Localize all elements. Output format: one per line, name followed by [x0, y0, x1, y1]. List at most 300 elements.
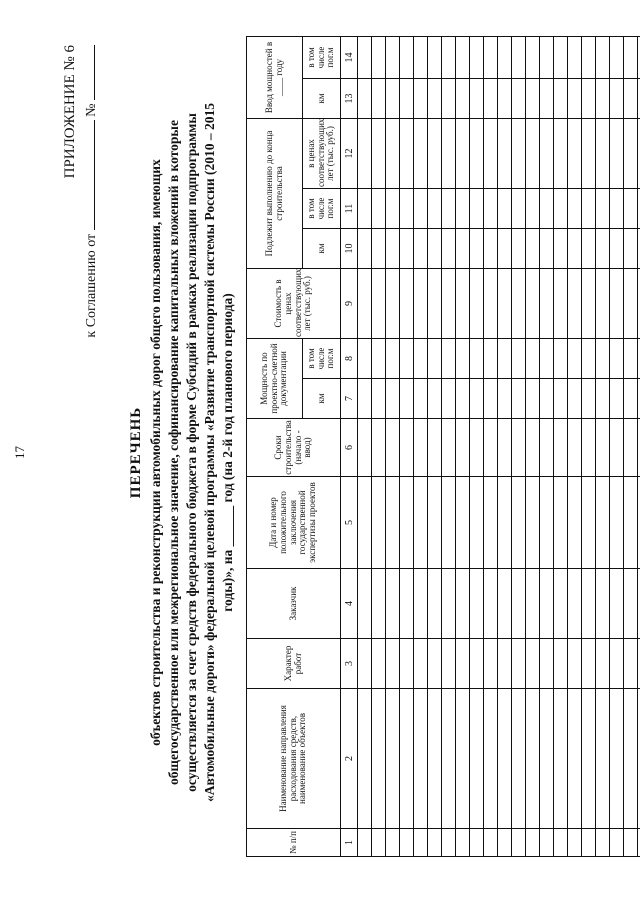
header-input-pogm: в том числе пог.м [303, 36, 341, 78]
table-cell [484, 79, 498, 119]
header-capacity-km: км [303, 379, 341, 419]
table-cell [540, 339, 554, 379]
table-cell [484, 639, 498, 689]
table-cell [428, 36, 442, 78]
table-cell [610, 189, 624, 229]
table-cell [624, 269, 638, 339]
table-row [568, 36, 582, 856]
table-cell [470, 119, 484, 189]
table-cell [386, 639, 400, 689]
header-object-name: Наименование направления расходования средств, наименование объектов [247, 689, 341, 829]
table-cell [358, 79, 372, 119]
table-cell [428, 829, 442, 857]
table-cell [400, 689, 414, 829]
table-cell [372, 79, 386, 119]
table-cell [442, 229, 456, 269]
table-cell [358, 419, 372, 477]
table-cell [428, 689, 442, 829]
table-cell [456, 119, 470, 189]
table-cell [624, 569, 638, 639]
table-cell [400, 569, 414, 639]
table-cell [512, 339, 526, 379]
table-cell [498, 119, 512, 189]
table-cell [512, 269, 526, 339]
table-cell [554, 689, 568, 829]
table-cell [582, 477, 596, 569]
table-cell [526, 829, 540, 857]
column-number: 3 [341, 639, 358, 689]
table-cell [596, 829, 610, 857]
table-cell [624, 339, 638, 379]
page-number: 17 [12, 446, 27, 459]
table-cell [526, 229, 540, 269]
table-cell [554, 639, 568, 689]
table-cell [582, 229, 596, 269]
table-cell [526, 189, 540, 229]
table-row [400, 36, 414, 856]
table-cell [358, 229, 372, 269]
table-cell [456, 569, 470, 639]
table-cell [484, 419, 498, 477]
table-cell [554, 829, 568, 857]
table-cell [358, 379, 372, 419]
table-row [456, 36, 470, 856]
column-number: 10 [341, 229, 358, 269]
table-cell [624, 119, 638, 189]
table-cell [554, 339, 568, 379]
table-cell [358, 477, 372, 569]
table-cell [484, 269, 498, 339]
table-cell [470, 339, 484, 379]
table-cell [414, 419, 428, 477]
table-cell [400, 269, 414, 339]
date-blank [94, 120, 95, 230]
table-cell [610, 477, 624, 569]
table-cell [400, 477, 414, 569]
table-cell [568, 689, 582, 829]
table-cell [484, 379, 498, 419]
table-cell [498, 477, 512, 569]
table-cell [498, 189, 512, 229]
table-cell [540, 229, 554, 269]
table-cell [442, 119, 456, 189]
table-cell [582, 419, 596, 477]
table-cell [442, 189, 456, 229]
table-cell [582, 119, 596, 189]
table-cell [400, 36, 414, 78]
agreement-line [84, 45, 100, 338]
table-cell [596, 269, 610, 339]
table-cell [456, 379, 470, 419]
table-cell [414, 189, 428, 229]
table-cell [568, 36, 582, 78]
table-cell [498, 829, 512, 857]
table-row [512, 36, 526, 856]
table-cell [400, 379, 414, 419]
table-cell [568, 829, 582, 857]
table-cell [484, 189, 498, 229]
table-cell [372, 36, 386, 78]
table-cell [596, 36, 610, 78]
table-cell [512, 36, 526, 78]
table-cell [414, 689, 428, 829]
table-cell [442, 689, 456, 829]
column-number: 2 [341, 689, 358, 829]
table-cell [540, 119, 554, 189]
table-cell [512, 189, 526, 229]
table-cell [540, 829, 554, 857]
table-cell [512, 119, 526, 189]
table-cell [582, 79, 596, 119]
table-cell [596, 689, 610, 829]
table-cell [456, 269, 470, 339]
table-cell [540, 189, 554, 229]
objects-table-wrap [246, 37, 611, 857]
table-cell [372, 419, 386, 477]
table-cell [428, 229, 442, 269]
header-expertise: Дата и номер положительного заключения государственной экспертизы проектов [247, 477, 341, 569]
table-cell [414, 569, 428, 639]
table-cell [442, 419, 456, 477]
header-remaining-pogm: в том числе пог.м [303, 189, 341, 229]
table-cell [414, 269, 428, 339]
table-cell [386, 79, 400, 119]
table-cell [484, 569, 498, 639]
table-cell [470, 36, 484, 78]
table-cell [554, 36, 568, 78]
table-row [610, 36, 624, 856]
table-cell [610, 379, 624, 419]
table-cell [470, 689, 484, 829]
table-cell [484, 829, 498, 857]
table-cell [428, 119, 442, 189]
table-cell [442, 339, 456, 379]
table-cell [484, 36, 498, 78]
table-cell [400, 229, 414, 269]
table-cell [526, 36, 540, 78]
table-cell [498, 269, 512, 339]
table-cell [470, 419, 484, 477]
table-cell [540, 569, 554, 639]
table-cell [596, 419, 610, 477]
column-number: 8 [341, 339, 358, 379]
table-cell [386, 569, 400, 639]
table-cell [414, 79, 428, 119]
table-cell [568, 379, 582, 419]
table-cell [498, 639, 512, 689]
table-cell [484, 689, 498, 829]
table-cell [526, 689, 540, 829]
table-cell [484, 119, 498, 189]
table-cell [540, 79, 554, 119]
header-remaining-prices: в ценах соответствующих лет (тыс. руб.) [303, 119, 341, 189]
header-work-type: Характер работ [247, 639, 341, 689]
table-cell [358, 269, 372, 339]
table-cell [386, 269, 400, 339]
table-row [442, 36, 456, 856]
table-cell [428, 379, 442, 419]
table-cell [498, 36, 512, 78]
table-cell [554, 189, 568, 229]
table-cell [484, 477, 498, 569]
table-cell [512, 829, 526, 857]
table-cell [470, 477, 484, 569]
header-input-group: Ввод мощностей в ____ году [247, 36, 303, 118]
header-remaining-group: Подлежит выполнению до конца строительства [247, 119, 303, 269]
table-cell [498, 339, 512, 379]
number-sign: № [84, 103, 99, 117]
header-construction-terms: Сроки строительства (начало - ввод) [247, 419, 341, 477]
table-cell [540, 36, 554, 78]
table-cell [540, 477, 554, 569]
table-cell [358, 689, 372, 829]
document-title: ПЕРЕЧЕНЬ [128, 406, 144, 499]
table-cell [610, 36, 624, 78]
table-cell [582, 379, 596, 419]
table-cell [498, 229, 512, 269]
table-cell [400, 119, 414, 189]
table-cell [526, 269, 540, 339]
table-cell [554, 379, 568, 419]
column-number: 13 [341, 79, 358, 119]
column-number: 9 [341, 269, 358, 339]
table-cell [400, 419, 414, 477]
table-cell [540, 689, 554, 829]
table-cell [624, 639, 638, 689]
table-cell [456, 829, 470, 857]
table-cell [596, 639, 610, 689]
table-cell [512, 569, 526, 639]
table-cell [428, 79, 442, 119]
table-cell [470, 269, 484, 339]
table-cell [442, 829, 456, 857]
table-cell [400, 829, 414, 857]
table-cell [372, 829, 386, 857]
table-cell [428, 269, 442, 339]
table-cell [470, 569, 484, 639]
table-cell [414, 36, 428, 78]
table-cell [582, 339, 596, 379]
table-cell [372, 379, 386, 419]
table-row [358, 36, 372, 856]
table-row [428, 36, 442, 856]
table-cell [372, 189, 386, 229]
table-row [554, 36, 568, 856]
table-cell [386, 339, 400, 379]
table-cell [414, 229, 428, 269]
table-cell [358, 189, 372, 229]
header-capacity-group: Мощность по проектно-сметной документации [247, 339, 303, 419]
table-cell [512, 229, 526, 269]
table-cell [498, 379, 512, 419]
table-cell [596, 339, 610, 379]
table-cell [540, 379, 554, 419]
table-cell [624, 689, 638, 829]
table-cell [582, 689, 596, 829]
table-cell [456, 639, 470, 689]
table-cell [372, 477, 386, 569]
table-cell [610, 79, 624, 119]
table-cell [582, 189, 596, 229]
table-cell [610, 339, 624, 379]
table-cell [358, 339, 372, 379]
table-cell [596, 569, 610, 639]
table-cell [414, 477, 428, 569]
table-cell [624, 36, 638, 78]
table-cell [442, 79, 456, 119]
table-cell [400, 639, 414, 689]
table-cell [428, 477, 442, 569]
table-cell [582, 639, 596, 689]
title-line: объектов строительства и реконструкции автомобильных дорог общего пользования, имеющих [148, 159, 163, 746]
table-cell [512, 639, 526, 689]
table-cell [358, 119, 372, 189]
table-row [596, 36, 610, 856]
table-row [386, 36, 400, 856]
table-cell [554, 419, 568, 477]
title-line: осуществляется за счет средств федерального бюджета в форме Субсидий в рамках реализации подпрограммы [184, 113, 199, 792]
table-cell [624, 79, 638, 119]
table-row [498, 36, 512, 856]
table-cell [610, 119, 624, 189]
table-row [624, 36, 638, 856]
table-row [414, 36, 428, 856]
table-cell [596, 229, 610, 269]
table-cell [568, 79, 582, 119]
table-cell [456, 419, 470, 477]
table-cell [386, 689, 400, 829]
table-cell [400, 339, 414, 379]
table-cell [610, 689, 624, 829]
number-blank [94, 45, 95, 100]
header-customer: Заказчик [247, 569, 341, 639]
table-cell [582, 569, 596, 639]
table-cell [386, 419, 400, 477]
table-cell [358, 569, 372, 639]
table-cell [428, 639, 442, 689]
table-cell [414, 829, 428, 857]
table-cell [610, 419, 624, 477]
table-row [540, 36, 554, 856]
table-cell [512, 689, 526, 829]
table-cell [456, 229, 470, 269]
table-cell [526, 639, 540, 689]
table-cell [484, 229, 498, 269]
table-cell [372, 119, 386, 189]
table-cell [386, 379, 400, 419]
column-number: 6 [341, 419, 358, 477]
table-cell [442, 36, 456, 78]
table-cell [414, 339, 428, 379]
table-cell [554, 79, 568, 119]
table-cell [624, 229, 638, 269]
table-row [526, 36, 540, 856]
table-cell [470, 79, 484, 119]
table-cell [526, 569, 540, 639]
table-cell [470, 829, 484, 857]
table-cell [386, 119, 400, 189]
table-cell [568, 339, 582, 379]
table-cell [372, 269, 386, 339]
table-cell [428, 419, 442, 477]
table-cell [526, 339, 540, 379]
table-cell [470, 229, 484, 269]
appendix-title: ПРИЛОЖЕНИЕ № 6 [62, 45, 78, 179]
table-cell [498, 419, 512, 477]
table-cell [624, 829, 638, 857]
table-cell [358, 829, 372, 857]
table-cell [554, 229, 568, 269]
table-cell [442, 269, 456, 339]
table-cell [540, 639, 554, 689]
table-cell [554, 119, 568, 189]
table-cell [456, 79, 470, 119]
table-cell [358, 36, 372, 78]
table-cell [372, 689, 386, 829]
table-cell [624, 189, 638, 229]
column-number: 12 [341, 119, 358, 189]
header-number: № п/п [247, 829, 341, 857]
table-cell [554, 269, 568, 339]
table-cell [610, 229, 624, 269]
agreement-prefix: к Соглашению от [84, 233, 99, 338]
table-cell [582, 269, 596, 339]
table-cell [456, 189, 470, 229]
table-cell [624, 379, 638, 419]
table-cell [610, 639, 624, 689]
table-cell [428, 189, 442, 229]
table-cell [372, 569, 386, 639]
table-cell [386, 829, 400, 857]
table-cell [554, 477, 568, 569]
table-cell [372, 229, 386, 269]
table-cell [568, 119, 582, 189]
table-cell [568, 229, 582, 269]
column-number-row [341, 36, 358, 856]
table-cell [386, 229, 400, 269]
table-cell [428, 339, 442, 379]
table-cell [596, 79, 610, 119]
table-cell [610, 829, 624, 857]
table-cell [624, 477, 638, 569]
table-cell [456, 339, 470, 379]
table-cell [526, 477, 540, 569]
table-cell [358, 639, 372, 689]
objects-table [246, 36, 640, 857]
table-body [341, 36, 640, 856]
table-cell [568, 269, 582, 339]
table-cell [568, 189, 582, 229]
table-cell [526, 79, 540, 119]
header-capacity-pogm: в том числе пог.м [303, 339, 341, 379]
table-cell [498, 79, 512, 119]
table-row [470, 36, 484, 856]
table-cell [526, 119, 540, 189]
table-cell [512, 477, 526, 569]
table-cell [400, 79, 414, 119]
table-cell [568, 419, 582, 477]
table-cell [484, 339, 498, 379]
table-row [372, 36, 386, 856]
table-cell [428, 569, 442, 639]
table-cell [400, 189, 414, 229]
table-cell [456, 477, 470, 569]
table-cell [512, 419, 526, 477]
table-cell [596, 189, 610, 229]
column-number: 1 [341, 829, 358, 857]
column-number: 5 [341, 477, 358, 569]
table-row [484, 36, 498, 856]
